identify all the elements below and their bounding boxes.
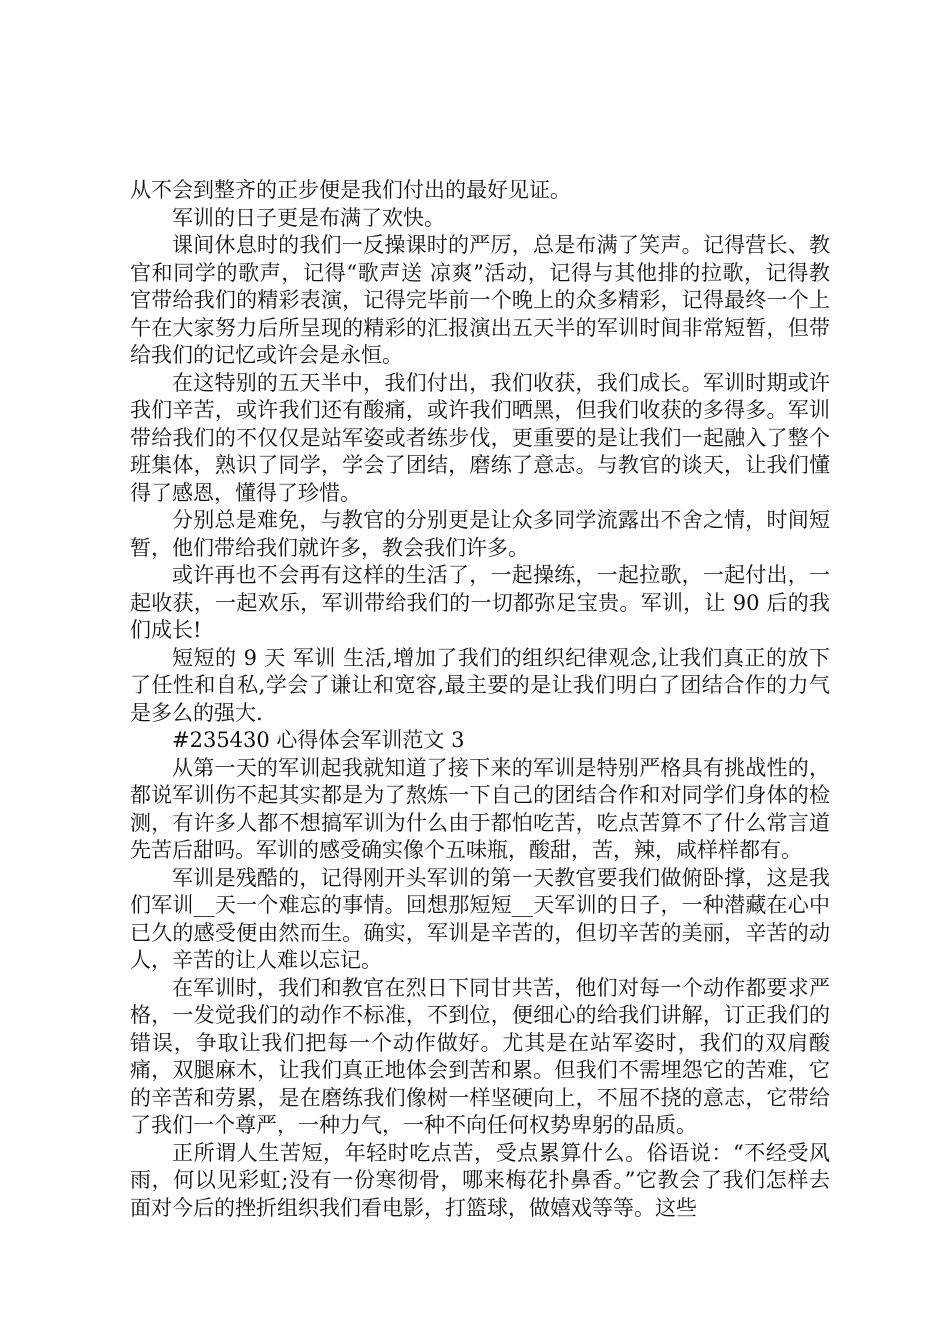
section-heading: #235430 心得体会军训范文 3: [172, 728, 465, 752]
document-body: [130, 177, 830, 1222]
paragraph: 军训是残酷的，记得刚开头军训的第一天教官要我们做俯卧撑，这是我们军训__天一个难忘的事情。回想那短短__天军训的日子，一种潜藏在心中已久的感受便由然而生。确实，军训是辛苦的，但切辛苦的美丽，辛苦的动人，辛苦的让人难以忘记。: [130, 865, 830, 972]
paragraph: 分别总是难免，与教官的分别更是让众多同学流露出不舍之情，时间短暂，他们带给我们就许多，教会我们许多。: [130, 508, 830, 560]
paragraph: 军训的日子更是布满了欢快。: [172, 205, 445, 230]
paragraph: 从不会到整齐的正步便是我们付出的最好见证。: [130, 178, 571, 202]
paragraph: 正所谓人生苦短，年轻时吃点苦，受点累算什么。俗语说：“不经受风雨，何以见彩虹;没有一份寒彻骨，哪来梅花扑鼻香。”它教会了我们怎样去面对今后的挫折组织我们看电影，打篮球，做嬉戏等等。这些: [130, 1140, 830, 1220]
paragraph: 短短的 9 天 军训 生活,增加了我们的组织纪律观念,让我们真正的放下了任性和自私,学会了谦让和宽容,最主要的是让我们明白了团结合作的力气是多么的强大.: [130, 645, 830, 725]
paragraph: 从第一天的军训起我就知道了接下来的军训是特别严格具有挑战性的，都说军训伤不起其实都是为了熬炼一下自己的团结合作和对同学们身体的检测，有许多人都不想搞军训为什么由于都怕吃苦，吃点苦算不了什么常言道先苦后甜吗。军训的感受确实像个五味瓶，酸甜，苦，辣，咸样样都有。: [130, 755, 830, 862]
paragraph: 课间休息时的我们一反操课时的严厉，总是布满了笑声。记得营长、教官和同学的歌声，记得“歌声送 凉爽”活动，记得与其他排的拉歌，记得教官带给我们的精彩表演，记得完毕前一个晚上的众多精彩，记得最终一个上午在大家努力后所呈现的精彩的汇报演出五天半的军训时间非常短暂，但带给我们的记忆或许会是永恒。: [130, 233, 830, 367]
paragraph: 在军训时，我们和教官在烈日下同甘共苦，他们对每一个动作都要求严格，一发觉我们的动作不标准，不到位，便细心的给我们讲解，订正我们的错误，争取让我们把每一个动作做好。尤其是在站军姿时，我们的双肩酸痛，双腿麻木，让我们真正地体会到苦和累。但我们不需埋怨它的苦难，它的辛苦和劳累，是在磨练我们像树一样坚硬向上，不屈不挠的意志，它带给了我们一个尊严，一种力气，一种不向任何权势卑躬的品质。: [130, 975, 830, 1137]
paragraph: 或许再也不会再有这样的生活了，一起操练，一起拉歌，一起付出，一起收获，一起欢乐，军训带给我们的一切都弥足宝贵。军训，让 90 后的我们成长!: [130, 563, 830, 642]
paragraph: 在这特别的五天半中，我们付出，我们收获，我们成长。军训时期或许我们辛苦，或许我们还有酸痛，或许我们晒黑，但我们收获的多得多。军训带给我们的不仅仅是站军姿或者练步伐，更重要的是让我们一起融入了整个班集体，熟识了同学，学会了团结，磨练了意志。与教官的谈天，让我们懂得了感恩，懂得了珍惜。: [130, 370, 830, 505]
